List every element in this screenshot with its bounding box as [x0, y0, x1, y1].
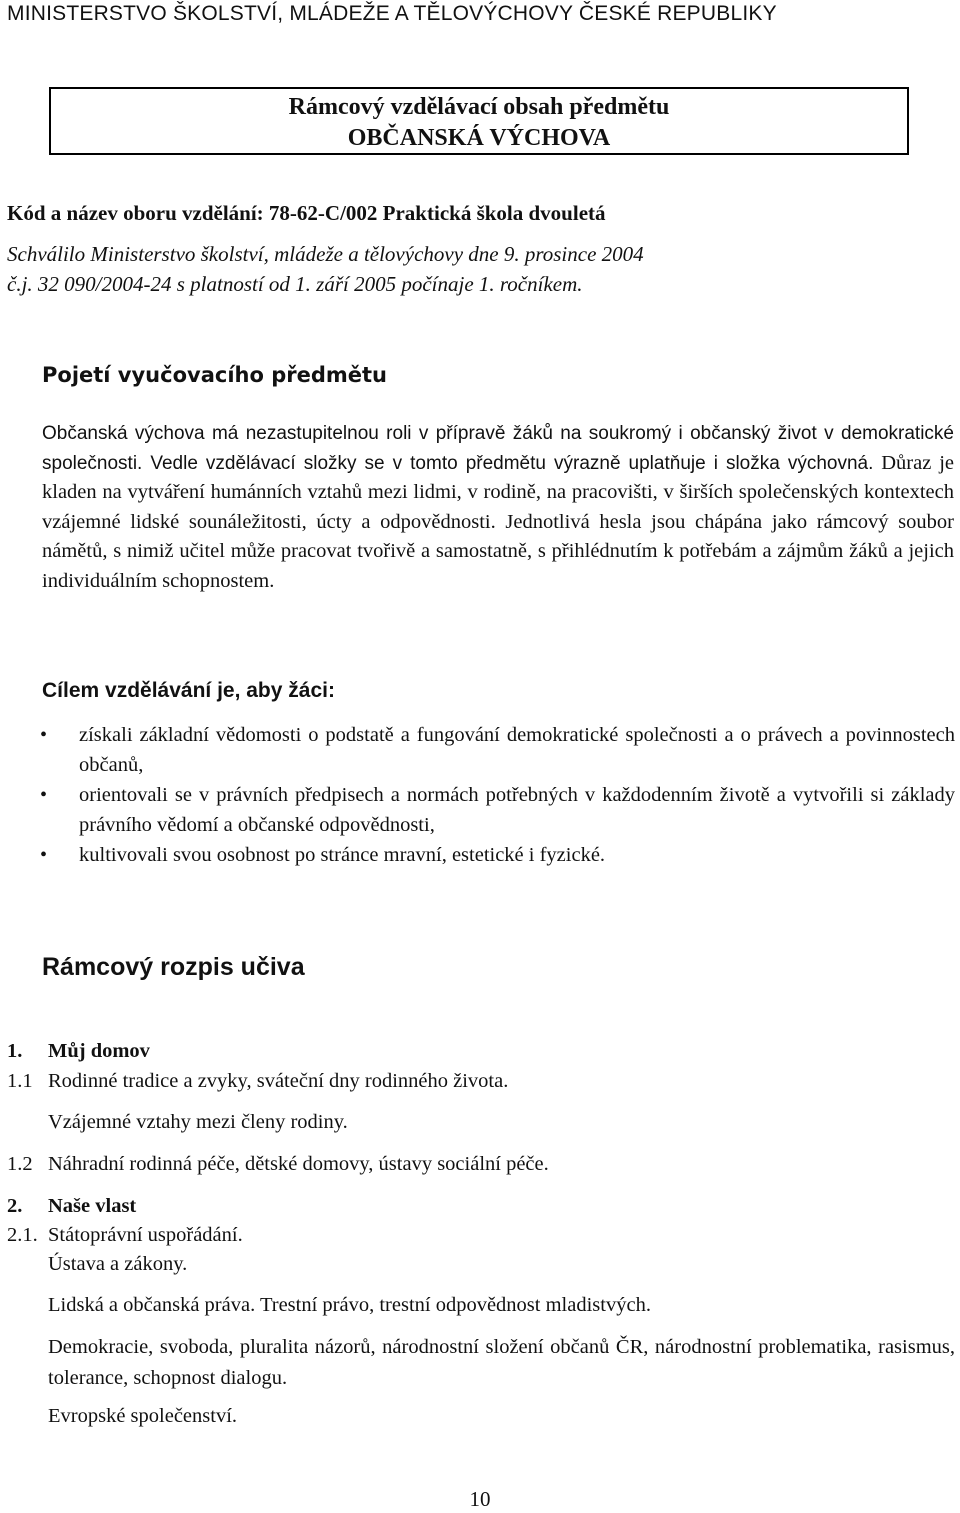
section-number: 1.: [7, 1040, 23, 1062]
concept-heading: Pojetí vyučovacího předmětu: [42, 363, 387, 387]
subsection-text: Náhradní rodinná péče, dětské domovy, ústavy sociální péče.: [48, 1153, 549, 1175]
section-title: Můj domov: [48, 1040, 150, 1062]
list-item: [40, 780, 955, 840]
rights-line: Lidská a občanská práva. Trestní právo, trestní odpovědnost mladistvých.: [48, 1294, 651, 1316]
concept-text-a: Občanská výchova má nezastupitelnou roli v přípravě žáků na soukromý i občanský život v demokratické společnosti. Vedle vzdělávací složky se v tomto předmětu výrazně uplatňuje i složka výchovná.: [42, 423, 954, 474]
subsection-text: Rodinné tradice a zvyky, sváteční dny rodinného života.: [48, 1070, 509, 1092]
concept-text-b: Důraz je kladen na vytváření humánních vztahů mezi lidmi, v rodině, na pracovišti, v širších společenských kontextech vzájemné lidské sounáležitosti, úcty a odpovědnosti. Jednotlivá hesla jsou chápána jako rámcový soubor námětů, s nimiž učitel může pracovat tvořivě a samostatně, s přihlédnutím k potřebám a zájmům žáků a jejich individuálním schopnostem.: [42, 451, 954, 592]
field-code: Kód a název oboru vzdělání: 78-62-C/002 Praktická škola dvouletá: [7, 201, 606, 225]
approval-line-1: Schválilo Ministerstvo školství, mládeže a tělovýchovy dne 9. prosince 2004: [7, 242, 644, 266]
page-number: 10: [469, 1487, 491, 1511]
democracy-paragraph: Demokracie, svoboda, pluralita názorů, národnostní složení občanů ČR, národnostní problematika, rasismus, tolerance, schopnost dialogu.: [48, 1336, 955, 1389]
subsection-number: 1.1: [7, 1070, 33, 1092]
section-number: 2.: [7, 1195, 23, 1217]
goal-text: kultivovali svou osobnost po stránce mravní, estetické i fyzické.: [79, 844, 606, 866]
title-box: [49, 87, 909, 155]
ministry-header: MINISTERSTVO ŠKOLSTVÍ, MLÁDEŽE A TĚLOVÝCHOVY ČESKÉ REPUBLIKY: [7, 2, 777, 25]
bullet-icon: •: [40, 724, 48, 746]
goals-list: [40, 720, 955, 870]
concept-paragraph: [42, 419, 954, 596]
goal-text: získali základní vědomosti o podstatě a fungování demokratické společnosti a o právech a povinnostech občanů,: [79, 724, 955, 776]
eu-line: Evropské společenství.: [48, 1405, 238, 1427]
curriculum-heading: Rámcový rozpis učiva: [42, 953, 305, 981]
subsection-number: 2.1.: [7, 1224, 38, 1246]
title-line-2: OBČANSKÁ VÝCHOVA: [347, 125, 611, 151]
list-item: [40, 720, 955, 780]
subsection-number: 1.2: [7, 1153, 33, 1175]
goal-text: orientovali se v právních předpisech a normách potřebných v každodenním životě a vytvořili si základy právního vědomí a občanské odpovědnosti,: [79, 784, 955, 836]
bullet-icon: •: [40, 784, 48, 806]
list-item: [40, 840, 955, 870]
bullet-icon: •: [40, 844, 48, 866]
goals-heading: Cílem vzdělávání je, aby žáci:: [42, 679, 335, 702]
subsection-2-1-cont: Ústava a zákony.: [48, 1253, 188, 1275]
section-title: Naše vlast: [48, 1195, 137, 1217]
title-line-1: Rámcový vzdělávací obsah předmětu: [288, 94, 670, 120]
approval-line-2: č.j. 32 090/2004-24 s platností od 1. září 2005 počínaje 1. ročníkem.: [7, 272, 583, 296]
subsection-text: Státoprávní uspořádání.: [48, 1224, 243, 1246]
subsection-1-1-cont: Vzájemné vztahy mezi členy rodiny.: [48, 1111, 348, 1133]
